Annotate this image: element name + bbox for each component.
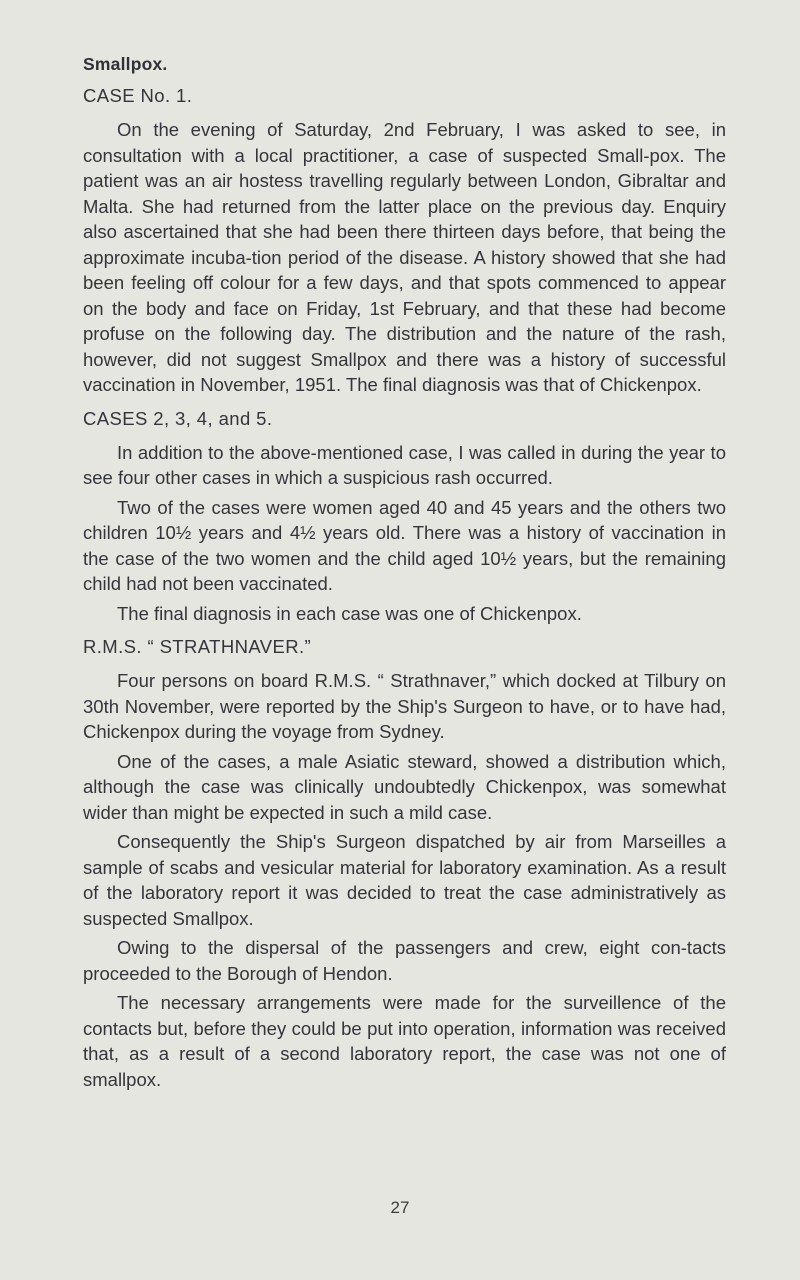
strathnaver-paragraph-3: Consequently the Ship's Surgeon dispatched by air from Marseilles a sample of scabs and vesicular material for laboratory examination. As a result of the laboratory report it was decided to treat the case administratively as suspected Smallpox.: [83, 831, 726, 929]
strathnaver-paragraph-4: Owing to the dispersal of the passengers and crew, eight con-tacts proceeded to the Borough of Hendon.: [83, 937, 726, 984]
page-content: [83, 54, 726, 1096]
case-1-paragraph: On the evening of Saturday, 2nd February, I was asked to see, in consultation with a local practitioner, a case of suspected Small-pox. The patient was an air hostess travelling regularly between London, Gibraltar and Malta. She had returned from the latter place on the previous day. Enquiry also ascertained that she had been there thirteen days before, that being the approximate incuba-tion period of the disease. A history showed that she had been feeling off colour for a few days, and that spots commenced to appear on the body and face on Friday, 1st February, and that these had become profuse on the following day. The distribution and the nature of the rash, however, did not suggest Smallpox and there was a history of successful vaccination in November, 1951. The final diagnosis was that of Chickenpox.: [83, 119, 726, 395]
strathnaver-heading: R.M.S. “ STRATHNAVER.”: [83, 636, 312, 657]
cases-2-5-paragraph-1: In addition to the above-mentioned case, I was called in during the year to see four other cases in which a suspicious rash occurred.: [83, 441, 726, 488]
page-number: 27: [390, 1198, 410, 1217]
section-title: Smallpox.: [83, 54, 168, 74]
cases-2-5-paragraph-2: Two of the cases were women aged 40 and 45 years and the others two children 10½ years and 4½ years old. There was a history of vaccination in the case of the two women and the child aged 10½ years, but the remaining child had not been vaccinated.: [83, 496, 726, 594]
case-1-heading: CASE No. 1.: [83, 85, 193, 106]
cases-2-5-heading: CASES 2, 3, 4, and 5.: [83, 407, 273, 429]
strathnaver-paragraph-5: The necessary arrangements were made for the surveillence of the contacts but, before they could be put into operation, information was received that, as a result of a second laboratory report, the case was not one of smallpox.: [83, 992, 726, 1090]
strathnaver-paragraph-2: One of the cases, a male Asiatic steward, showed a distribution which, although the case was clinically undoubtedly Chickenpox, was somewhat wider than might be expected in such a mild case.: [83, 750, 726, 823]
cases-2-5-paragraph-3: The final diagnosis in each case was one of Chickenpox.: [117, 602, 582, 624]
strathnaver-paragraph-1: Four persons on board R.M.S. “ Strathnaver,” which docked at Tilbury on 30th November, were reported by the Ship's Surgeon to have, or to have had, Chickenpox during the voyage from Sydney.: [83, 670, 726, 742]
